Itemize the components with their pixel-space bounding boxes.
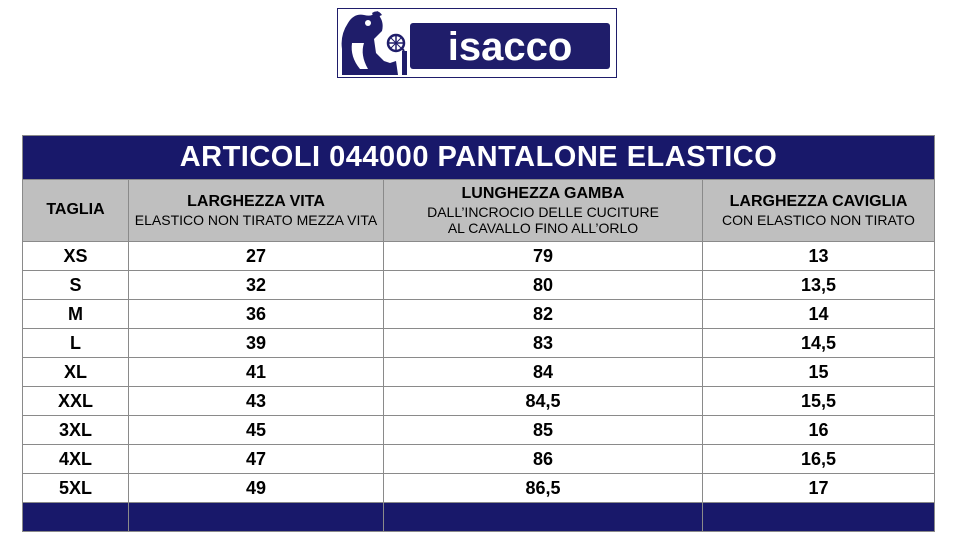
- ankle-cell: 16: [703, 416, 935, 445]
- ankle-cell: 14,5: [703, 329, 935, 358]
- footer-cell: [129, 503, 384, 532]
- column-header-label: LARGHEZZA CAVIGLIA: [729, 193, 908, 211]
- size-cell: 5XL: [23, 474, 129, 503]
- footer-cell: [703, 503, 935, 532]
- table-title-row: [23, 136, 935, 180]
- leg-length-cell: 80: [384, 271, 703, 300]
- header-row: [23, 180, 935, 242]
- waist-cell: 27: [129, 242, 384, 271]
- leg-length-cell: 82: [384, 300, 703, 329]
- ankle-cell: 15: [703, 358, 935, 387]
- table-row: [23, 416, 935, 445]
- footer-cell: [23, 503, 129, 532]
- waist-cell: 47: [129, 445, 384, 474]
- column-header-waist: [129, 180, 384, 242]
- table-footer-row: [23, 503, 935, 532]
- waist-cell: 45: [129, 416, 384, 445]
- waist-cell: 36: [129, 300, 384, 329]
- waist-cell: 49: [129, 474, 384, 503]
- table-row: [23, 242, 935, 271]
- column-header-leg-length: [384, 180, 703, 242]
- waist-cell: 43: [129, 387, 384, 416]
- size-cell: M: [23, 300, 129, 329]
- logo-graphic: [338, 9, 616, 77]
- ankle-cell: 17: [703, 474, 935, 503]
- isacco-logo: [337, 8, 617, 78]
- table-row: [23, 271, 935, 300]
- table-row: [23, 300, 935, 329]
- leg-length-cell: 86,5: [384, 474, 703, 503]
- size-cell: XXL: [23, 387, 129, 416]
- size-cell: XL: [23, 358, 129, 387]
- size-cell: L: [23, 329, 129, 358]
- ankle-cell: 16,5: [703, 445, 935, 474]
- footer-cell: [384, 503, 703, 532]
- table-row: [23, 387, 935, 416]
- ankle-cell: 14: [703, 300, 935, 329]
- ankle-cell: 15,5: [703, 387, 935, 416]
- table-row: [23, 445, 935, 474]
- table-row: [23, 358, 935, 387]
- leg-length-cell: 79: [384, 242, 703, 271]
- column-header-note: ELASTICO NON TIRATO MEZZA VITA: [134, 211, 378, 228]
- column-header-note: CON ELASTICO NON TIRATO: [722, 211, 915, 228]
- ankle-cell: 13,5: [703, 271, 935, 300]
- waist-cell: 32: [129, 271, 384, 300]
- size-cell: 3XL: [23, 416, 129, 445]
- leg-length-cell: 84: [384, 358, 703, 387]
- size-chart-table: [22, 135, 935, 532]
- leg-length-cell: 86: [384, 445, 703, 474]
- logo-text: isacco: [447, 25, 573, 69]
- table-row: [23, 474, 935, 503]
- column-header-size: [23, 180, 129, 242]
- ankle-cell: 13: [703, 242, 935, 271]
- waist-cell: 41: [129, 358, 384, 387]
- size-cell: S: [23, 271, 129, 300]
- table-row: [23, 329, 935, 358]
- table-title: ARTICOLI 044000 PANTALONE ELASTICO: [23, 136, 935, 180]
- leg-length-cell: 84,5: [384, 387, 703, 416]
- column-header-note: DALL’INCROCIO DELLE CUCITURE AL CAVALLO FINO ALL’ORLO: [427, 203, 659, 236]
- leg-length-cell: 85: [384, 416, 703, 445]
- column-header-label: TAGLIA: [46, 201, 105, 219]
- waist-cell: 39: [129, 329, 384, 358]
- size-cell: 4XL: [23, 445, 129, 474]
- column-header-ankle: [703, 180, 935, 242]
- size-cell: XS: [23, 242, 129, 271]
- column-header-label: LARGHEZZA VITA: [187, 193, 325, 211]
- column-header-label: LUNGHEZZA GAMBA: [461, 185, 625, 203]
- leg-length-cell: 83: [384, 329, 703, 358]
